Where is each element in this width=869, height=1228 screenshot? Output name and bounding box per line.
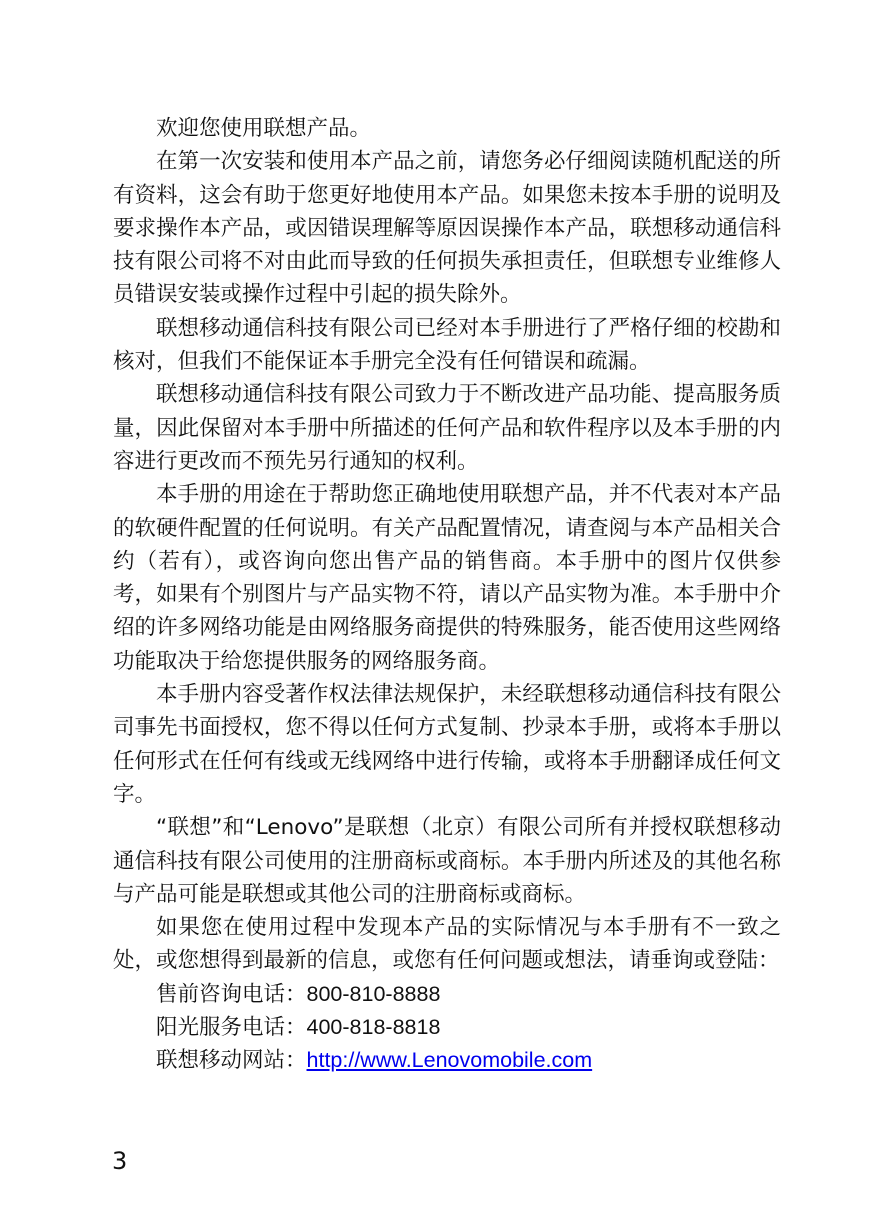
page-number: 3	[112, 1147, 128, 1175]
trademark-paragraph: “联想”和“Lenovo”是联想（北京）有限公司所有并授权联想移动通信科技有限公司使用的注册商标或商标。本手册内所述及的其他名称与产品可能是联想或其他公司的注册商标或商标。	[113, 815, 781, 907]
service-contact-line	[113, 1011, 781, 1044]
service-label: 阳光服务电话：	[156, 1015, 307, 1041]
presales-label: 售前咨询电话：	[156, 981, 307, 1007]
reading-notice-paragraph: 在第一次安装和使用本产品之前，请您务必仔细阅读随机配送的所有资料，这会有助于您更好地使用本产品。如果您未按本手册的说明及要求操作本产品，或因错误理解等原因误操作本产品，联想移动通信科技有限公司将不对由此而导致的任何损失承担责任，但联想专业维修人员错误安装或操作过程中引起的损失除外。	[113, 149, 781, 308]
change-rights-paragraph: 联想移动通信科技有限公司致力于不断改进产品功能、提高服务质量，因此保留对本手册中所描述的任何产品和软件程序以及本手册的内容进行更改而不预先另行通知的权利。	[113, 382, 781, 474]
copyright-paragraph: 本手册内容受著作权法律法规保护，未经联想移动通信科技有限公司事先书面授权，您不得以任何方式复制、抄录本手册，或将本手册以任何形式在任何有线或无线网络中进行传输，或将本手册翻译成任何文字。	[113, 682, 781, 807]
welcome-paragraph: 欢迎您使用联想产品。	[156, 116, 372, 141]
accuracy-paragraph: 联想移动通信科技有限公司已经对本手册进行了严格仔细的校勘和核对，但我们不能保证本手册完全没有任何错误和疏漏。	[113, 315, 781, 375]
service-phone: 400-818-8818	[306, 1015, 441, 1040]
manual-purpose-paragraph: 本手册的用途在于帮助您正确地使用联想产品，并不代表对本产品的软硬件配置的任何说明。有关产品配置情况，请查阅与本产品相关合约（若有），或咨询向您出售产品的销售商。本手册中的图片仅供参考，如果有个别图片与产品实物不符，请以产品实物为准。本手册中介绍的许多网络功能是由网络服务商提供的特殊服务，能否使用这些网络功能取决于给您提供服务的网络服务商。	[113, 482, 781, 674]
presales-contact-line	[113, 978, 781, 1011]
website-contact-line	[113, 1044, 781, 1077]
website-label: 联想移动网站：	[156, 1048, 307, 1074]
presales-phone: 800-810-8888	[306, 981, 441, 1006]
website-link[interactable]: http://www.Lenovomobile.com	[306, 1048, 593, 1073]
contact-intro-paragraph: 如果您在使用过程中发现本产品的实际情况与本手册有不一致之处，或您想得到最新的信息，或您有任何问题或想法，请垂询或登陆：	[113, 915, 781, 974]
document-body	[113, 112, 781, 1078]
